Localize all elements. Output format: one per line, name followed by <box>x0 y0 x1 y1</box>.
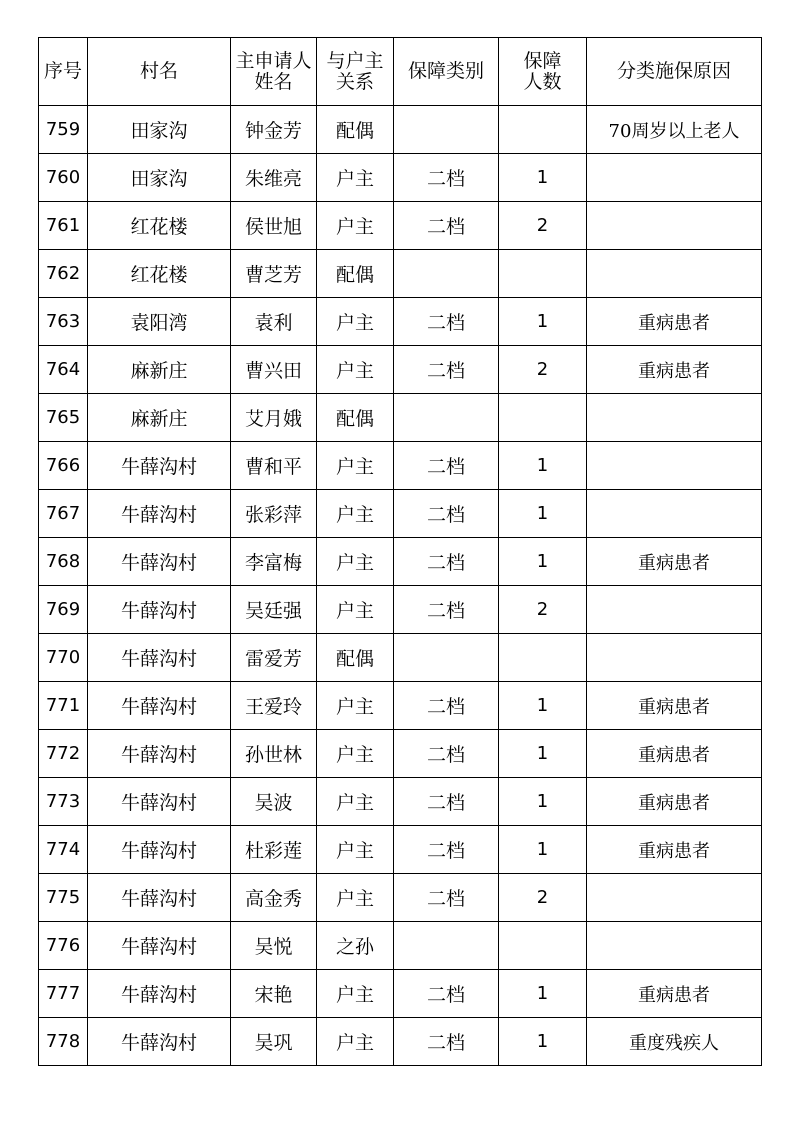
cell-applicant: 王爱玲 <box>231 682 317 730</box>
table-row <box>39 442 762 490</box>
cell-relation: 户主 <box>317 778 394 826</box>
table-row <box>39 346 762 394</box>
cell-category: 二档 <box>394 1018 499 1066</box>
table-row <box>39 970 762 1018</box>
cell-relation: 户主 <box>317 298 394 346</box>
cell-seq: 778 <box>39 1018 88 1066</box>
cell-reason: 重度残疾人 <box>587 1018 762 1066</box>
cell-seq: 765 <box>39 394 88 442</box>
cell-reason: 重病患者 <box>587 538 762 586</box>
cell-relation: 户主 <box>317 154 394 202</box>
cell-applicant: 宋艳 <box>231 970 317 1018</box>
cell-applicant: 吴悦 <box>231 922 317 970</box>
cell-relation: 户主 <box>317 538 394 586</box>
cell-reason: 重病患者 <box>587 826 762 874</box>
cell-category: 二档 <box>394 298 499 346</box>
cell-relation: 配偶 <box>317 634 394 682</box>
cell-category: 二档 <box>394 538 499 586</box>
cell-count: 1 <box>499 682 587 730</box>
cell-village: 红花楼 <box>88 202 231 250</box>
table-row <box>39 826 762 874</box>
cell-reason: 重病患者 <box>587 778 762 826</box>
cell-village: 牛薛沟村 <box>88 1018 231 1066</box>
cell-count: 1 <box>499 778 587 826</box>
document-page <box>38 37 762 1066</box>
cell-village: 牛薛沟村 <box>88 922 231 970</box>
table-row <box>39 874 762 922</box>
cell-relation: 户主 <box>317 442 394 490</box>
cell-relation: 户主 <box>317 202 394 250</box>
cell-count <box>499 394 587 442</box>
cell-applicant: 张彩萍 <box>231 490 317 538</box>
cell-village: 牛薛沟村 <box>88 826 231 874</box>
cell-seq: 774 <box>39 826 88 874</box>
table-row <box>39 682 762 730</box>
cell-village: 红花楼 <box>88 250 231 298</box>
cell-village: 田家沟 <box>88 106 231 154</box>
table-row <box>39 1018 762 1066</box>
cell-category: 二档 <box>394 682 499 730</box>
cell-count <box>499 250 587 298</box>
cell-relation: 户主 <box>317 586 394 634</box>
cell-category: 二档 <box>394 154 499 202</box>
cell-category: 二档 <box>394 490 499 538</box>
cell-applicant: 孙世林 <box>231 730 317 778</box>
cell-village: 麻新庄 <box>88 346 231 394</box>
table-row <box>39 730 762 778</box>
table-row <box>39 154 762 202</box>
cell-applicant: 吴波 <box>231 778 317 826</box>
cell-seq: 776 <box>39 922 88 970</box>
cell-count: 1 <box>499 154 587 202</box>
cell-relation: 户主 <box>317 490 394 538</box>
cell-village: 牛薛沟村 <box>88 490 231 538</box>
cell-relation: 户主 <box>317 970 394 1018</box>
cell-category: 二档 <box>394 970 499 1018</box>
cell-applicant: 艾月娥 <box>231 394 317 442</box>
cell-applicant: 袁利 <box>231 298 317 346</box>
table-row <box>39 538 762 586</box>
cell-seq: 769 <box>39 586 88 634</box>
cell-count: 1 <box>499 1018 587 1066</box>
cell-reason <box>587 154 762 202</box>
header-applicant: 主申请人姓名 <box>231 38 317 106</box>
cell-applicant: 雷爱芳 <box>231 634 317 682</box>
cell-relation: 户主 <box>317 730 394 778</box>
cell-count <box>499 106 587 154</box>
cell-category <box>394 634 499 682</box>
cell-reason <box>587 202 762 250</box>
cell-seq: 761 <box>39 202 88 250</box>
cell-reason: 重病患者 <box>587 346 762 394</box>
cell-village: 牛薛沟村 <box>88 634 231 682</box>
header-seq: 序号 <box>39 38 88 106</box>
cell-seq: 764 <box>39 346 88 394</box>
cell-count: 1 <box>499 442 587 490</box>
cell-seq: 767 <box>39 490 88 538</box>
table-row <box>39 394 762 442</box>
cell-count: 2 <box>499 202 587 250</box>
table-row <box>39 586 762 634</box>
cell-category <box>394 250 499 298</box>
cell-seq: 762 <box>39 250 88 298</box>
assistance-table <box>38 37 762 1066</box>
cell-village: 牛薛沟村 <box>88 538 231 586</box>
cell-seq: 773 <box>39 778 88 826</box>
cell-category: 二档 <box>394 442 499 490</box>
cell-reason <box>587 586 762 634</box>
cell-applicant: 吴巩 <box>231 1018 317 1066</box>
cell-count: 1 <box>499 826 587 874</box>
cell-category: 二档 <box>394 346 499 394</box>
cell-relation: 户主 <box>317 874 394 922</box>
cell-relation: 户主 <box>317 346 394 394</box>
table-body <box>39 106 762 1066</box>
cell-category: 二档 <box>394 730 499 778</box>
cell-applicant: 曹兴田 <box>231 346 317 394</box>
cell-count <box>499 922 587 970</box>
cell-village: 袁阳湾 <box>88 298 231 346</box>
header-relation: 与户主关系 <box>317 38 394 106</box>
cell-relation: 户主 <box>317 1018 394 1066</box>
cell-reason: 重病患者 <box>587 298 762 346</box>
cell-reason <box>587 922 762 970</box>
table-row <box>39 106 762 154</box>
header-category: 保障类别 <box>394 38 499 106</box>
table-row <box>39 298 762 346</box>
header-reason: 分类施保原因 <box>587 38 762 106</box>
table-row <box>39 490 762 538</box>
header-village: 村名 <box>88 38 231 106</box>
cell-seq: 759 <box>39 106 88 154</box>
cell-count: 2 <box>499 586 587 634</box>
cell-count: 2 <box>499 874 587 922</box>
header-count: 保障人数 <box>499 38 587 106</box>
cell-seq: 760 <box>39 154 88 202</box>
cell-reason: 重病患者 <box>587 682 762 730</box>
header-row <box>39 38 762 106</box>
cell-reason <box>587 634 762 682</box>
cell-seq: 768 <box>39 538 88 586</box>
cell-applicant: 朱维亮 <box>231 154 317 202</box>
cell-category: 二档 <box>394 586 499 634</box>
cell-seq: 775 <box>39 874 88 922</box>
cell-reason: 重病患者 <box>587 970 762 1018</box>
cell-count: 1 <box>499 298 587 346</box>
cell-count: 1 <box>499 970 587 1018</box>
cell-applicant: 李富梅 <box>231 538 317 586</box>
cell-village: 牛薛沟村 <box>88 682 231 730</box>
cell-relation: 之孙 <box>317 922 394 970</box>
cell-relation: 户主 <box>317 682 394 730</box>
table-row <box>39 634 762 682</box>
cell-reason <box>587 394 762 442</box>
cell-applicant: 曹芝芳 <box>231 250 317 298</box>
cell-category: 二档 <box>394 778 499 826</box>
cell-seq: 770 <box>39 634 88 682</box>
cell-seq: 771 <box>39 682 88 730</box>
cell-seq: 763 <box>39 298 88 346</box>
cell-category <box>394 106 499 154</box>
cell-count: 1 <box>499 730 587 778</box>
table-row <box>39 250 762 298</box>
table-row <box>39 922 762 970</box>
cell-seq: 777 <box>39 970 88 1018</box>
cell-applicant: 吴廷强 <box>231 586 317 634</box>
cell-village: 牛薛沟村 <box>88 586 231 634</box>
cell-village: 牛薛沟村 <box>88 970 231 1018</box>
cell-reason <box>587 442 762 490</box>
cell-applicant: 钟金芳 <box>231 106 317 154</box>
cell-count: 2 <box>499 346 587 394</box>
cell-reason: 重病患者 <box>587 730 762 778</box>
cell-seq: 772 <box>39 730 88 778</box>
cell-category: 二档 <box>394 826 499 874</box>
cell-village: 牛薛沟村 <box>88 874 231 922</box>
cell-reason <box>587 874 762 922</box>
cell-reason <box>587 250 762 298</box>
cell-reason: 70周岁以上老人 <box>587 106 762 154</box>
cell-count: 1 <box>499 490 587 538</box>
cell-seq: 766 <box>39 442 88 490</box>
cell-count: 1 <box>499 538 587 586</box>
cell-reason <box>587 490 762 538</box>
cell-relation: 配偶 <box>317 106 394 154</box>
cell-relation: 配偶 <box>317 394 394 442</box>
cell-category <box>394 394 499 442</box>
cell-count <box>499 634 587 682</box>
cell-applicant: 侯世旭 <box>231 202 317 250</box>
cell-village: 麻新庄 <box>88 394 231 442</box>
cell-applicant: 杜彩莲 <box>231 826 317 874</box>
cell-category: 二档 <box>394 202 499 250</box>
cell-village: 田家沟 <box>88 154 231 202</box>
cell-category: 二档 <box>394 874 499 922</box>
cell-relation: 户主 <box>317 826 394 874</box>
cell-village: 牛薛沟村 <box>88 730 231 778</box>
cell-applicant: 高金秀 <box>231 874 317 922</box>
table-row <box>39 778 762 826</box>
cell-applicant: 曹和平 <box>231 442 317 490</box>
cell-relation: 配偶 <box>317 250 394 298</box>
cell-category <box>394 922 499 970</box>
cell-village: 牛薛沟村 <box>88 442 231 490</box>
cell-village: 牛薛沟村 <box>88 778 231 826</box>
table-row <box>39 202 762 250</box>
